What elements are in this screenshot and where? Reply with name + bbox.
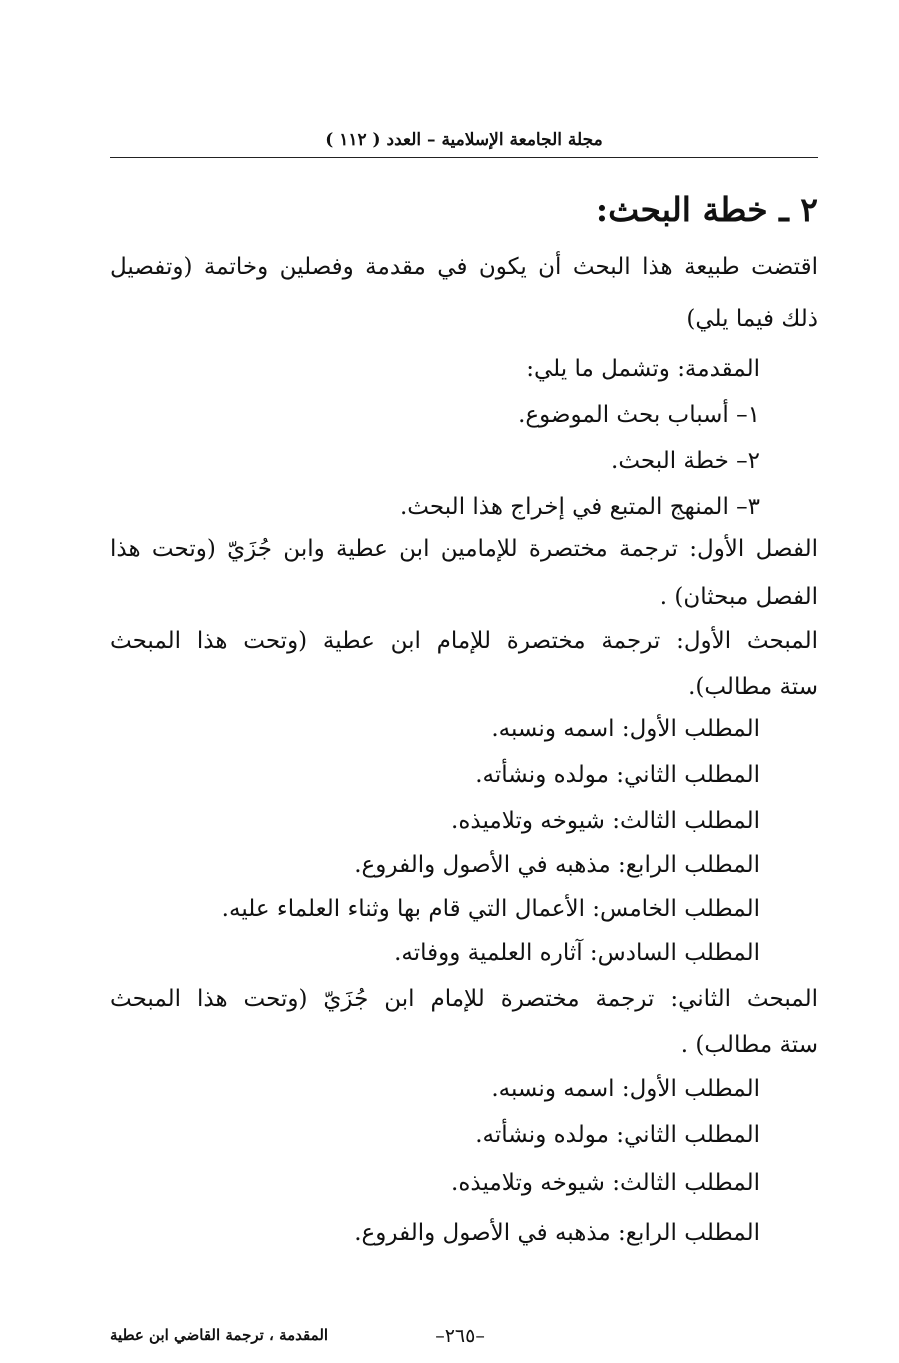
list-item: المطلب الأول: اسمه ونسبه.: [491, 716, 760, 742]
body-line: الفصل الأول: ترجمة مختصرة للإمامين ابن عطية وابن جُزَيّ (وتحت هذا: [110, 536, 818, 562]
list-item: ٣– المنهج المتبع في إخراج هذا البحث.: [400, 494, 760, 520]
body-line: الفصل مبحثان) .: [659, 584, 818, 610]
list-item: المطلب السادس: آثاره العلمية ووفاته.: [394, 940, 760, 966]
list-item: المطلب الثاني: مولده ونشأته.: [475, 762, 760, 788]
list-item: المطلب الأول: اسمه ونسبه.: [491, 1076, 760, 1102]
body-line: ستة مطالب).: [688, 674, 818, 700]
section-heading: ٢ ـ خطة البحث:: [595, 190, 818, 229]
body-line: المبحث الثاني: ترجمة مختصرة للإمام ابن جُزَيّ (وتحت هذا المبحث: [110, 986, 819, 1012]
body-line: اقتضت طبيعة هذا البحث أن يكون في مقدمة وفصلين وخاتمة (وتفصيل: [110, 254, 818, 280]
body-line: ستة مطالب) .: [680, 1032, 818, 1058]
body-line: المبحث الأول: ترجمة مختصرة للإمام ابن عطية (وتحت هذا المبحث: [110, 628, 818, 654]
footer-running-title: المقدمة ، ترجمة القاضي ابن عطية: [110, 1326, 329, 1344]
body-line: ذلك فيما يلي): [686, 306, 818, 332]
list-item: ١– أسباب بحث الموضوع.: [518, 402, 760, 428]
list-item: ٢– خطة البحث.: [611, 448, 760, 474]
page-number: –٢٦٥–: [435, 1325, 485, 1347]
list-item: المطلب الرابع: مذهبه في الأصول والفروع.: [354, 1220, 760, 1246]
list-item: المطلب الثاني: مولده ونشأته.: [475, 1122, 760, 1148]
body-line: المقدمة: وتشمل ما يلي:: [526, 356, 760, 382]
header-divider: [110, 157, 818, 158]
list-item: المطلب الخامس: الأعمال التي قام بها وثناء العلماء عليه.: [221, 896, 760, 922]
list-item: المطلب الثالث: شيوخه وتلاميذه.: [451, 1170, 760, 1196]
list-item: المطلب الرابع: مذهبه في الأصول والفروع.: [354, 852, 760, 878]
list-item: المطلب الثالث: شيوخه وتلاميذه.: [451, 808, 760, 834]
journal-header: مجلة الجامعة الإسلامية – العدد ( ١١٢ ): [325, 130, 603, 150]
